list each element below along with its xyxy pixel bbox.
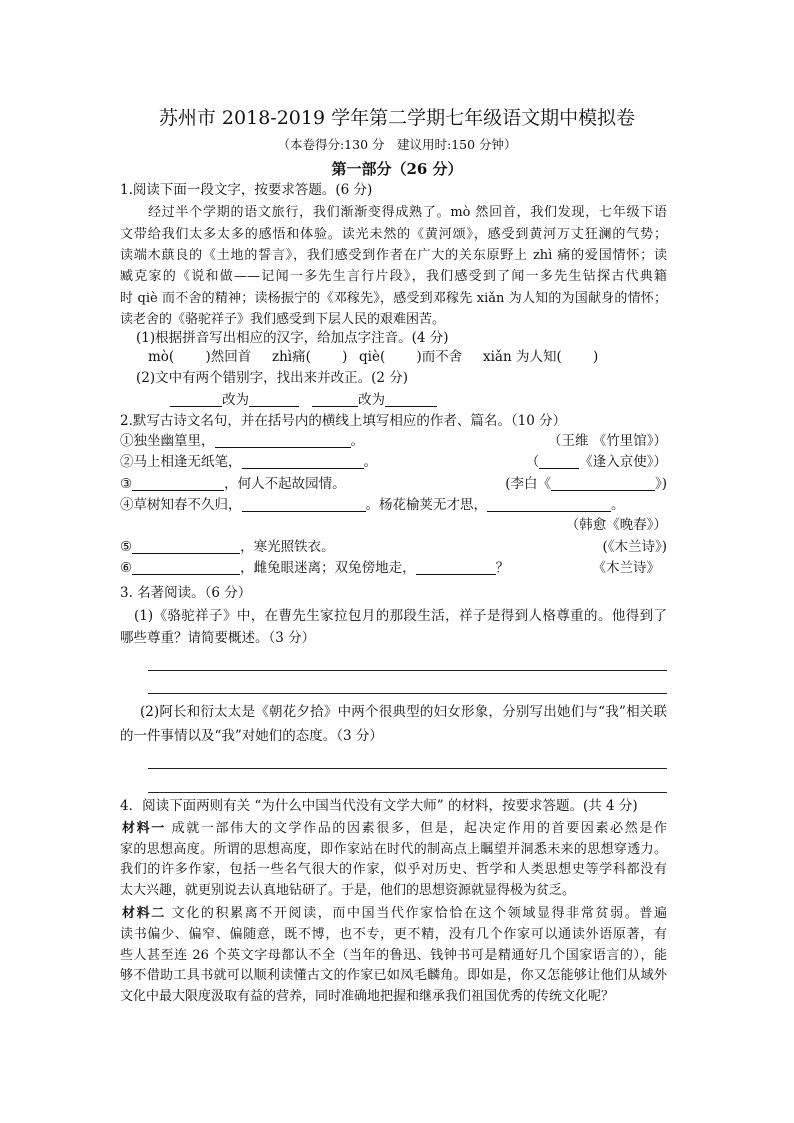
q1-sub2-stem: (2)文中有两个错别字，找出来并改正。(2 分) <box>136 370 409 386</box>
pinyin-item: mò( )然回首 <box>148 349 252 365</box>
material-line: 家的思想高度。所谓的思想高度，即作家站在时代的制高点上瞩望并洞悉未来的思想穿透力。 <box>120 842 667 857</box>
answer-blank <box>132 476 224 491</box>
q1-passage-line: 文带给我们太多太多的感悟和体验。读光未然的《黄河颂》，感受到黄河万丈狂澜的气势； <box>120 227 667 242</box>
exam-subtitle: （本卷得分:130 分 建议用时:150 分钟） <box>277 137 517 152</box>
answer-blank <box>539 454 579 469</box>
answer-blank <box>385 392 437 407</box>
poem-text: ？ <box>495 560 510 576</box>
poem-source-text: (李白《 <box>505 476 551 492</box>
poem-line <box>120 474 346 494</box>
correction-label: 改为 <box>222 392 249 408</box>
material-line: 些人甚至连 26 个英文字母都认不全（当年的鲁迅、钱钟书可是精通好几个国家语言的），能 <box>120 948 667 963</box>
q3-sub1-line: (1)《骆驼祥子》中，在曹先生家拉包月的那段生活，祥子是得到人格尊重的。他得到了 <box>134 608 667 624</box>
poem-source-text: 》) <box>654 476 667 492</box>
part-title: 第一部分（26 分） <box>331 160 463 178</box>
q1-passage-line: 时 qiè 而不舍的精神；读杨振宁的《邓稼先》，感受到邓稼先 xiǎn 为人知的为国献身的情怀； <box>120 291 667 306</box>
answer-blank <box>132 560 240 575</box>
poem-text: ⑤ <box>120 539 133 555</box>
q3-sub1-line: 哪些尊重？请简要概述。（3 分） <box>120 630 316 646</box>
q1-sub1-stem: (1)根据拼音写出相应的汉字，给加点字注音。(4 分) <box>136 330 449 346</box>
poem-source: (《木兰诗》) <box>602 539 667 555</box>
poem-text: 。 <box>350 433 364 449</box>
poem-text: 。杨花榆荚无才思， <box>365 497 487 513</box>
poem-text: ④草树知春不久归， <box>120 497 242 513</box>
q1-stem: 1.阅读下面一段文字，按要求答题。(6 分) <box>120 182 373 198</box>
answer-blank <box>242 497 366 512</box>
pinyin-item: qiè( )而不舍 <box>359 349 463 365</box>
q3-sub2-line: 的一件事情以及“我”对她们的态度。（3 分） <box>120 728 383 744</box>
q3-stem: 3. 名著阅读。（6 分） <box>120 585 252 601</box>
answer-blank <box>132 539 240 554</box>
poem-line <box>120 558 509 578</box>
poem-source-text: 《逢入京使》） <box>579 454 667 470</box>
poem-source <box>526 452 667 472</box>
material-line: 太大兴趣，就更别说去认真地钻研了。于是，他们的思想资源就显得极为贫乏。 <box>120 883 576 898</box>
material-line <box>122 904 667 924</box>
material-line: 文化中最大限度汲取有益的营养，同时准确地把握和继承我们祖国优秀的传统文化呢？ <box>120 989 615 1004</box>
correction-row <box>312 390 437 410</box>
poem-line <box>120 452 377 472</box>
material-label: 材料一 <box>122 821 166 836</box>
material-line: 够不借助工具书就可以顺利读懂古文的作家已如凤毛麟角。即如是，你又怎能够让他们从域外 <box>120 968 667 983</box>
poem-line <box>120 537 335 557</box>
answer-line <box>148 670 667 671</box>
material-text: 成就一部伟大的文学作品的因素很多，但是，起决定作用的首要因素必然是作 <box>171 821 667 836</box>
answer-blank <box>416 560 496 575</box>
q1-passage-line: 臧克家的《说和做——记闻一多先生言行片段》，我们感受到了闻一多先生钻探古代典籍 <box>120 269 667 284</box>
poem-text: 。 <box>363 454 377 470</box>
material-label: 材料二 <box>122 906 166 921</box>
answer-blank <box>215 433 351 448</box>
poem-source: 《木兰诗》 <box>592 560 660 576</box>
correction-row <box>170 390 299 410</box>
answer-blank <box>551 476 655 491</box>
poem-source-text: （ <box>525 454 540 470</box>
correction-label: 改为 <box>358 392 385 408</box>
poem-source <box>505 474 667 494</box>
exam-title: 苏州市 2018-2019 学年第二学期七年级语文期中模拟卷 <box>158 107 636 129</box>
poem-line <box>120 495 625 515</box>
answer-blank <box>487 497 611 512</box>
q1-passage-line: 读端木蕻良的《土地的誓言》，我们感受到作者在广大的关东原野上 zhì 痛的爱国情怀；读 <box>120 248 667 263</box>
material-line <box>122 819 667 839</box>
poem-line <box>120 431 364 451</box>
material-text: 文化的积累离不开阅读，而中国当代作家恰恰在这个领域显得非常贫弱。普遍 <box>171 906 667 921</box>
material-line: 读书偏少、偏窄、偏随意，既不博，也不专，更不精，没有几个作家可以通读外语原著，有 <box>120 927 667 942</box>
q1-passage-line: 读老舍的《骆驼祥子》我们感受到下层人民的艰难困苦。 <box>120 312 446 327</box>
answer-blank <box>312 392 358 407</box>
answer-blank <box>170 392 222 407</box>
poem-text: ，何人不起故园情。 <box>224 476 346 492</box>
poem-text: ②马上相逢无纸笔， <box>120 454 242 470</box>
poem-source: （韩愈《晚春》） <box>565 517 667 533</box>
pinyin-item: zhì痛( ) <box>272 349 348 365</box>
poem-text: ，寒光照铁衣。 <box>240 539 335 555</box>
q4-stem: 4．阅读下面两则有关 “为什么中国当代没有文学大师” 的材料，按要求答题。(共 4 分) <box>120 798 638 814</box>
answer-line <box>148 768 667 769</box>
material-line: 我们的许多作家，包括一些名气很大的作家，似乎对历史、哲学和人类思想史等学科都没有 <box>120 862 667 877</box>
poem-text: 。 <box>611 497 625 513</box>
q3-sub2-line: (2)阿长和衍太太是《朝花夕拾》中两个很典型的妇女形象，分别写出她们与“我”相关联 <box>140 704 667 720</box>
q2-stem: 2.默写古诗文名句，并在括号内的横线上填写相应的作者、篇名。（10 分） <box>120 413 567 429</box>
poem-source: （王维 《竹里馆》） <box>547 433 667 449</box>
pinyin-item: xiǎn 为人知( ) <box>483 349 599 365</box>
answer-line <box>148 792 667 793</box>
answer-blank <box>249 392 299 407</box>
poem-text: ，雌兔眼迷离；双兔傍地走， <box>240 560 416 576</box>
answer-blank <box>242 454 364 469</box>
poem-text: ③ <box>120 476 133 492</box>
answer-line <box>148 693 667 694</box>
q1-passage-line: 经过半个学期的语文旅行，我们渐渐变得成熟了。mò 然回首，我们发现，七年级下语 <box>148 205 667 220</box>
poem-text: ①独坐幽篁里， <box>120 433 215 449</box>
poem-text: ⑥ <box>120 560 133 576</box>
